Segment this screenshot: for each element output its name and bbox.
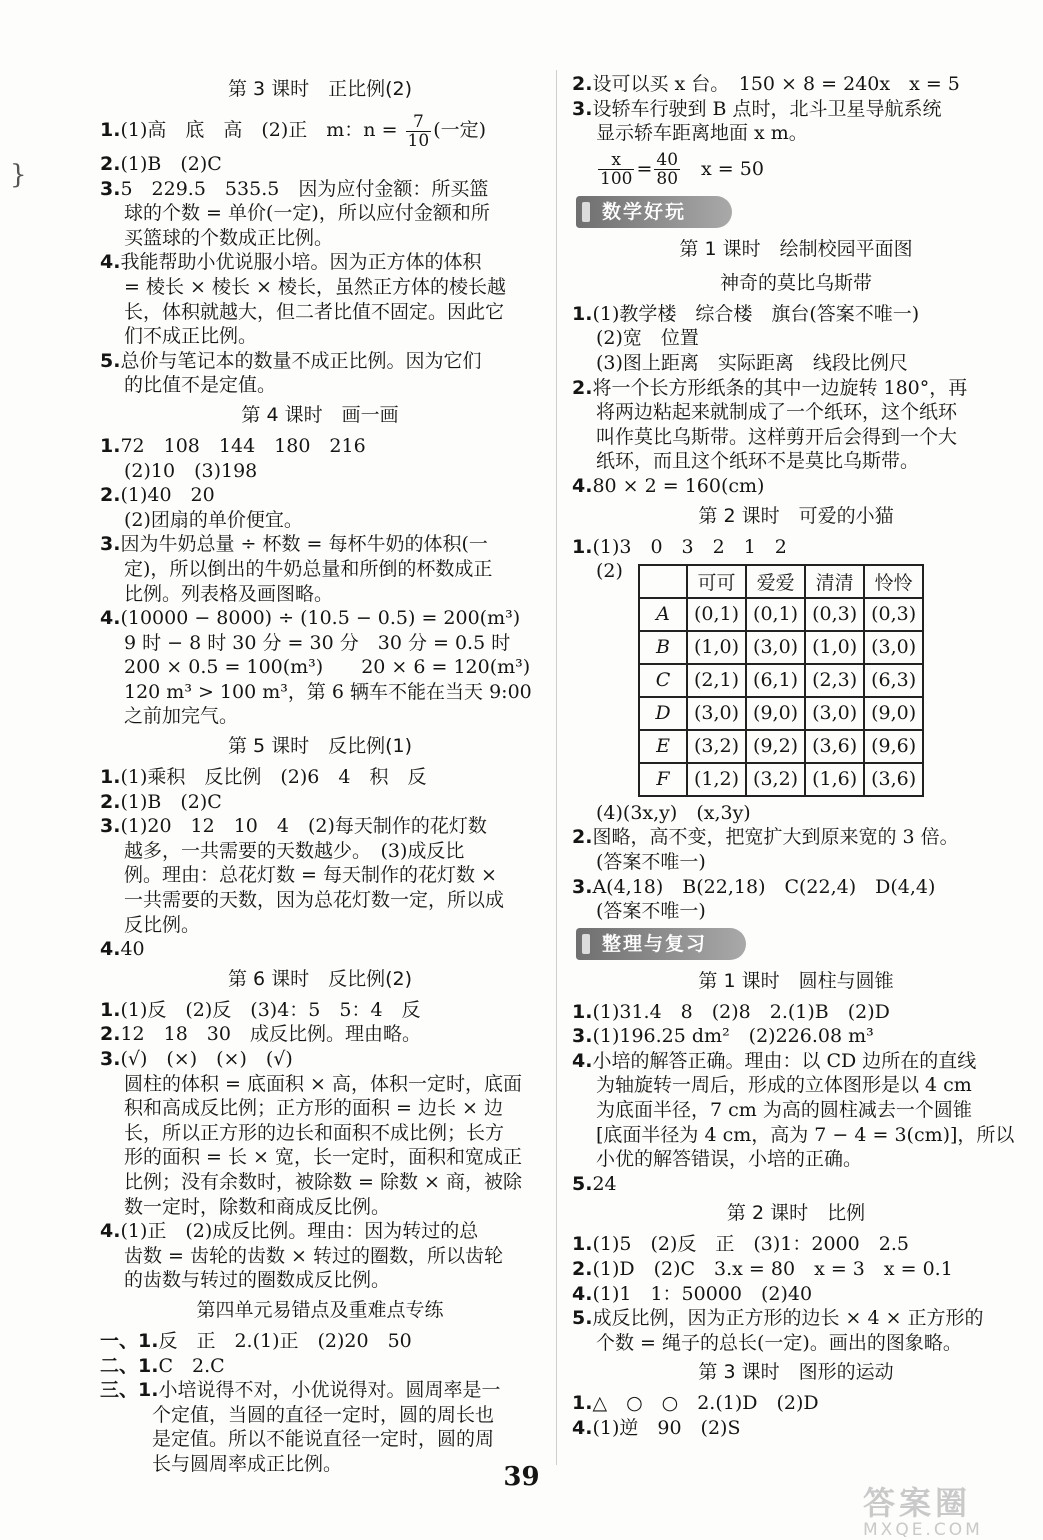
answer-line xyxy=(572,1232,1020,1257)
question-number: 2. xyxy=(572,826,593,849)
answer-line xyxy=(572,474,1020,499)
answer-text: 小培的解答正确。理由：以 CD 边所在的直线 xyxy=(592,1049,977,1072)
question-number: 5. xyxy=(572,1172,593,1195)
table-cell: (1,2) xyxy=(687,763,746,796)
table-cell: (3,2) xyxy=(687,730,746,763)
table-header-row xyxy=(639,565,923,598)
answer-text: 40 xyxy=(120,938,145,961)
question-number: 4. xyxy=(100,1220,121,1243)
fraction-numerator: x xyxy=(598,151,634,170)
table-cell: (9,2) xyxy=(746,730,805,763)
section-heading: 第 2 课时 比例 xyxy=(726,1202,866,1225)
answer-continuation: 的齿数与转过的圈数成反比例。 xyxy=(124,1269,391,1292)
question-number: 2. xyxy=(100,1023,121,1046)
answer-continuation: 比例；没有余数时，被除数 = 除数 × 商，被除 xyxy=(124,1170,522,1193)
answer-continuation: 将两边粘起来就制成了一个纸环，这个纸环 xyxy=(596,401,958,424)
answer-line xyxy=(572,875,1020,900)
answer-continuation: 比例。列表格及画图略。 xyxy=(124,582,334,605)
watermark-text: 答案圈 xyxy=(863,1484,972,1522)
answer-line xyxy=(100,250,540,275)
table-row-label: D xyxy=(639,697,687,730)
table-cell: (0,3) xyxy=(864,598,923,631)
right-after-table-section xyxy=(572,801,1020,924)
question-number: 2. xyxy=(572,73,593,95)
answer-text: C 2.C xyxy=(158,1354,225,1377)
question-number: 1. xyxy=(572,302,593,325)
question-number: 3. xyxy=(572,1025,593,1048)
answer-line xyxy=(572,825,1020,850)
table-cell: (0,1) xyxy=(746,598,805,631)
answer-continuation: 120 m³ > 100 m³，第 6 辆车不能在当天 9:00 xyxy=(124,680,532,703)
answer-continuation: 数一定时，除数和商成反比例。 xyxy=(124,1195,391,1218)
table-header-cell xyxy=(639,565,687,598)
answer-text: (1)31.4 8 (2)8 2.(1)B (2)D xyxy=(592,1000,890,1023)
question-number: 4. xyxy=(572,1282,593,1305)
answer-text: 因为牛奶总量 ÷ 杯数 = 每杯牛奶的体积(一 xyxy=(120,533,488,556)
answer-line xyxy=(572,97,1020,122)
table-header-cell: 怜怜 xyxy=(864,565,923,598)
answer-line xyxy=(100,1022,540,1047)
right-top-section xyxy=(572,72,1020,192)
answer-continuation: 长与圆周率成正比例。 xyxy=(152,1452,343,1475)
answer-continuation: 为底面半径，7 cm 为高的圆柱减去一个圆锥 xyxy=(596,1099,972,1122)
question-number: 5. xyxy=(572,1307,593,1330)
answer-continuation: (2)宽 位置 xyxy=(596,327,699,350)
answer-text: (1)D (2)C 3.x = 80 x = 3 x = 0.1 xyxy=(592,1258,953,1281)
section-heading: 第 2 课时 可爱的小猫 xyxy=(698,504,894,527)
answer-line xyxy=(100,177,540,202)
question-number: 4. xyxy=(100,938,121,961)
fraction-denominator: 80 xyxy=(656,169,679,190)
question-number: 3. xyxy=(100,177,121,200)
watermark-url: MXQE.COM xyxy=(863,1520,983,1540)
answer-continuation: 的比值不是定值。 xyxy=(124,374,277,397)
section-heading: 第 3 课时 图形的运动 xyxy=(698,1361,894,1384)
answer-text: (1)1 1：50000 (2)40 xyxy=(592,1282,813,1305)
answer-line xyxy=(100,790,540,815)
right-bottom-section xyxy=(572,966,1020,1441)
answer-text: (1)乘积 反比例 (2)6 4 积 反 xyxy=(120,766,427,789)
answer-continuation: 积和高成反比例；正方形的面积 = 边长 × 边 xyxy=(124,1097,503,1120)
question-number: 1. xyxy=(100,998,121,1021)
answer-continuation: 定)，所以倒出的牛奶总量和所倒的杯数成正 xyxy=(124,557,493,580)
answer-line xyxy=(572,1024,1020,1049)
answer-line xyxy=(572,1000,1020,1025)
table-cell: (6,1) xyxy=(746,664,805,697)
answer-line xyxy=(100,765,540,790)
answer-text: 24 xyxy=(592,1172,617,1195)
answer-line xyxy=(572,535,1020,560)
answer-line xyxy=(100,814,540,839)
answer-line xyxy=(572,1257,1020,1282)
answer-text: 反 正 2.(1)正 (2)20 50 xyxy=(158,1329,412,1352)
question-number: 1. xyxy=(572,535,593,558)
table-cell: (1,0) xyxy=(805,631,864,664)
table-label: (2) xyxy=(596,560,623,583)
section-heading: 第四单元易错点及重难点专练 xyxy=(196,1298,444,1321)
answer-text: 成反比例，因为正方形的边长 × 4 × 正方形的 xyxy=(592,1307,984,1330)
watermark-logo xyxy=(863,1478,1023,1540)
question-number: 1. xyxy=(100,119,121,141)
section-heading: 第 5 课时 反比例(1) xyxy=(227,735,413,758)
coordinate-table xyxy=(638,564,924,797)
question-number: 4. xyxy=(572,1049,593,1072)
section-heading: 第 1 课时 绘制校园平面图 xyxy=(679,237,913,260)
answer-line xyxy=(572,1049,1020,1074)
table-cell: (3,0) xyxy=(746,631,805,664)
question-number: 3. xyxy=(572,97,593,120)
table-header-cell: 可可 xyxy=(687,565,746,598)
section-heading: 第 6 课时 反比例(2) xyxy=(227,967,413,990)
answer-text: (1)逆 90 (2)S xyxy=(592,1417,741,1439)
answer-line xyxy=(100,483,540,508)
table-cell: (2,1) xyxy=(687,664,746,697)
answer-text: (1)教学楼 综合楼 旗台(答案不唯一) xyxy=(592,302,920,325)
table-cell: (9,0) xyxy=(746,697,805,730)
answer-continuation: [底面半径为 4 cm，高为 7 − 4 = 3(cm)]，所以 xyxy=(596,1123,1015,1146)
question-number: 三、1. xyxy=(100,1379,159,1402)
answer-line xyxy=(100,152,540,177)
question-number: 2. xyxy=(572,1258,593,1281)
answer-line xyxy=(100,1354,540,1379)
answer-continuation: 球的个数 = 单价(一定)，所以应付金额和所 xyxy=(124,202,490,225)
table-cell: (3,0) xyxy=(805,697,864,730)
answer-continuation: 纸环，而且这个纸环不是莫比乌斯带。 xyxy=(596,450,920,473)
answer-line xyxy=(572,1391,1020,1416)
answer-line xyxy=(572,376,1020,401)
answer-continuation: (答案不唯一) xyxy=(596,900,706,923)
answer-continuation: (4)(3x,y) (x,3y) xyxy=(596,801,751,824)
answer-text: (1)196.25 dm² (2)226.08 m³ xyxy=(592,1025,874,1048)
answer-text: 总价与笔记本的数量不成正比例。因为它们 xyxy=(120,349,482,372)
answer-text: 72 108 144 180 216 xyxy=(120,434,366,457)
answer-continuation: (答案不唯一) xyxy=(596,850,706,873)
answer-line xyxy=(100,1219,540,1244)
question-number: 3. xyxy=(572,875,593,898)
answer-text: (1)20 12 10 4 (2)每天制作的花灯数 xyxy=(120,815,487,838)
fraction-denominator: 10 xyxy=(407,130,430,151)
question-number: 3. xyxy=(100,815,121,838)
answer-line xyxy=(572,72,1020,97)
question-number: 2. xyxy=(572,376,593,399)
answer-text: 12 18 30 成反比例。理由略。 xyxy=(120,1023,421,1046)
answer-text: (1)B (2)C xyxy=(120,153,222,175)
table-header-cell: 清清 xyxy=(805,565,864,598)
section-heading: 神奇的莫比乌斯带 xyxy=(719,271,872,294)
question-number: 二、1. xyxy=(100,1354,159,1377)
answer-continuation: 长，所以正方形的边长和面积不成比例；长方 xyxy=(124,1121,505,1144)
table-row xyxy=(639,697,923,730)
section-banner-math-fun: 数学好玩 xyxy=(576,196,732,228)
answer-text: (1)3 0 3 2 1 2 xyxy=(592,535,787,558)
answer-continuation: 例。理由：总花灯数 = 每天制作的花灯数 × xyxy=(124,864,497,887)
answer-text: (1)高 底 高 (2)正 m：n = xyxy=(120,119,404,141)
page-number: 39 xyxy=(503,1462,540,1492)
question-number: 3. xyxy=(100,1048,121,1070)
answer-text: 设可以买 x 台。 150 × 8 = 240x x = 5 xyxy=(592,73,960,95)
answer-text: 我能帮助小优说服小培。因为正方体的体积 xyxy=(120,251,482,274)
answer-line xyxy=(572,1306,1020,1331)
table-cell: (3,0) xyxy=(864,631,923,664)
question-number: 2. xyxy=(100,790,121,813)
equation-line xyxy=(572,146,1020,192)
question-number: 1. xyxy=(572,1392,593,1415)
answer-line xyxy=(572,1282,1020,1307)
question-number: 1. xyxy=(572,1233,593,1256)
answer-text: 80 × 2 = 160(cm) xyxy=(592,474,765,497)
question-number: 5. xyxy=(100,349,121,372)
answer-line xyxy=(100,937,540,962)
answer-continuation: 反比例。 xyxy=(124,913,201,936)
question-number: 1. xyxy=(100,434,121,457)
answer-line xyxy=(572,302,1020,327)
right-column xyxy=(572,72,1020,1441)
answer-text: (√) (×) (×) (√) xyxy=(120,1048,293,1070)
answer-continuation: 个定值，当圆的直径一定时，圆的周长也 xyxy=(152,1403,495,1426)
table-row-label: B xyxy=(639,631,687,664)
answer-continuation: (2)团扇的单价便宜。 xyxy=(124,508,303,531)
question-number: 4. xyxy=(100,607,121,630)
answer-continuation: 之前加完气。 xyxy=(124,705,239,728)
table-row xyxy=(639,763,923,796)
answer-continuation: 叫作莫比乌斯带。这样剪开后会得到一个大 xyxy=(596,425,958,448)
answer-continuation: 9 时 − 8 时 30 分 = 30 分 30 分 = 0.5 时 xyxy=(124,631,511,654)
table-cell: (2,3) xyxy=(805,664,864,697)
question-number: 2. xyxy=(100,484,121,507)
answer-continuation: 们不成正比例。 xyxy=(124,325,258,348)
answer-text: (10000 − 8000) ÷ (10.5 − 0.5) = 200(m³) xyxy=(120,607,521,630)
margin-mark: } xyxy=(10,160,27,190)
table-cell: (0,1) xyxy=(687,598,746,631)
answer-line xyxy=(100,532,540,557)
table-cell: (3,6) xyxy=(805,730,864,763)
answer-continuation: 长，体积就越大，但二者比值不固定。因此它 xyxy=(124,300,505,323)
section-heading: 第 4 课时 画一画 xyxy=(241,403,399,426)
table-cell: (3,2) xyxy=(746,763,805,796)
fraction xyxy=(598,151,634,188)
table-cell: (3,6) xyxy=(864,763,923,796)
answer-continuation: 为轴旋转一周后，形成的立体图形是以 4 cm xyxy=(596,1074,972,1097)
table-cell: (3,0) xyxy=(687,697,746,730)
section-heading: 第 3 课时 正比例(2) xyxy=(227,78,413,100)
table-row xyxy=(639,631,923,664)
answer-text: △ ○ ○ 2.(1)D (2)D xyxy=(592,1392,819,1415)
table-row xyxy=(639,664,923,697)
question-number: 2. xyxy=(100,153,121,175)
answer-text: A(4,18) B(22,18) C(22,4) D(4,4) xyxy=(592,875,936,898)
column-divider xyxy=(556,70,557,1465)
answer-text: 小培说得不对，小优说得对。圆周率是一 xyxy=(158,1379,501,1402)
answer-continuation: 一共需要的天数，因为总花灯数一定，所以成 xyxy=(124,889,505,912)
answer-continuation: 圆柱的体积 = 底面积 × 高，体积一定时，底面 xyxy=(124,1072,522,1095)
answer-continuation: 200 × 0.5 = 100(m³) 20 × 6 = 120(m³) xyxy=(124,656,531,679)
table-header-cell: 爱爱 xyxy=(746,565,805,598)
question-number: 4. xyxy=(572,1417,593,1439)
table-row xyxy=(639,730,923,763)
left-column xyxy=(100,72,540,1477)
answer-text: (1)反 (2)反 (3)4：5 5：4 反 xyxy=(120,998,421,1021)
answer-line xyxy=(100,1047,540,1072)
table-row-label: A xyxy=(639,598,687,631)
table-row-label: F xyxy=(639,763,687,796)
answer-text: (1)40 20 xyxy=(120,484,215,507)
answer-text: (一定) xyxy=(433,119,487,141)
answer-line xyxy=(100,349,540,374)
question-number: 4. xyxy=(100,251,121,274)
answer-continuation: 形的面积 = 长 × 宽，长一定时，面积和宽成正 xyxy=(124,1146,522,1169)
fraction-numerator: 7 xyxy=(406,113,432,132)
section-banner-review: 整理与复习 xyxy=(576,928,746,960)
answer-line xyxy=(100,1329,540,1354)
section-heading: 第 1 课时 圆柱与圆锥 xyxy=(698,969,894,992)
answer-continuation: 是定值。所以不能说直径一定时，圆的周 xyxy=(152,1428,495,1451)
question-number: 1. xyxy=(100,766,121,789)
answer-line xyxy=(100,998,540,1023)
table-cell: (1,0) xyxy=(687,631,746,664)
table-cell: (9,0) xyxy=(864,697,923,730)
answer-line xyxy=(572,1172,1020,1197)
answer-line xyxy=(100,606,540,631)
table-row-label: C xyxy=(639,664,687,697)
table-row-label: E xyxy=(639,730,687,763)
fraction-denominator: 100 xyxy=(600,169,633,190)
answer-continuation: (2)10 (3)198 xyxy=(124,459,258,482)
fraction xyxy=(654,151,680,188)
answer-continuation: 显示轿车距离地面 x m。 xyxy=(596,122,808,145)
question-number: 一、1. xyxy=(100,1329,159,1352)
answer-continuation: 齿数 = 齿轮的齿数 × 转过的圈数，所以齿轮 xyxy=(124,1244,503,1267)
equals-sign: = xyxy=(636,157,653,180)
answer-continuation: 越多，一共需要的天数越少。 (3)成反比 xyxy=(124,839,465,862)
answer-text: (1)B (2)C xyxy=(120,790,222,813)
answer-line xyxy=(572,1416,1020,1441)
fraction xyxy=(406,113,432,150)
answer-text: (1)5 (2)反 正 (3)1：2000 2.5 xyxy=(592,1233,909,1256)
question-number: 1. xyxy=(572,1000,593,1023)
answer-text: x = 50 xyxy=(682,157,764,180)
table-cell: (9,6) xyxy=(864,730,923,763)
table-cell: (6,3) xyxy=(864,664,923,697)
answer-continuation: = 棱长 × 棱长 × 棱长，虽然正方体的棱长越 xyxy=(124,275,506,298)
answer-text: 图略，高不变，把宽扩大到原来宽的 3 倍。 xyxy=(592,826,959,849)
answer-continuation: 小优的解答错误，小培的正确。 xyxy=(596,1148,863,1171)
answer-continuation: 买篮球的个数成正比例。 xyxy=(124,226,334,249)
table-row xyxy=(639,598,923,631)
answer-line xyxy=(100,434,540,459)
answer-text: 5 229.5 535.5 因为应付金额：所买篮 xyxy=(120,177,489,200)
right-mid-section xyxy=(572,234,1020,559)
answer-continuation: (3)图上距离 实际距离 线段比例尺 xyxy=(596,351,908,374)
answer-text: 设轿车行驶到 B 点时，北斗卫星导航系统 xyxy=(592,97,942,120)
answer-line xyxy=(100,108,540,152)
answer-line xyxy=(100,1378,540,1403)
table-cell: (0,3) xyxy=(805,598,864,631)
answer-continuation: 个数 = 绳子的总长(一定)。画出的图象略。 xyxy=(596,1331,962,1354)
coordinate-table-block xyxy=(572,559,1020,797)
answer-text: 将一个长方形纸条的其中一边旋转 180°，再 xyxy=(592,376,968,399)
table-cell: (1,6) xyxy=(805,763,864,796)
question-number: 3. xyxy=(100,533,121,556)
fraction-numerator: 40 xyxy=(656,150,679,171)
question-number: 4. xyxy=(572,474,593,497)
answer-text: (1)正 (2)成反比例。理由：因为转过的总 xyxy=(120,1220,479,1243)
